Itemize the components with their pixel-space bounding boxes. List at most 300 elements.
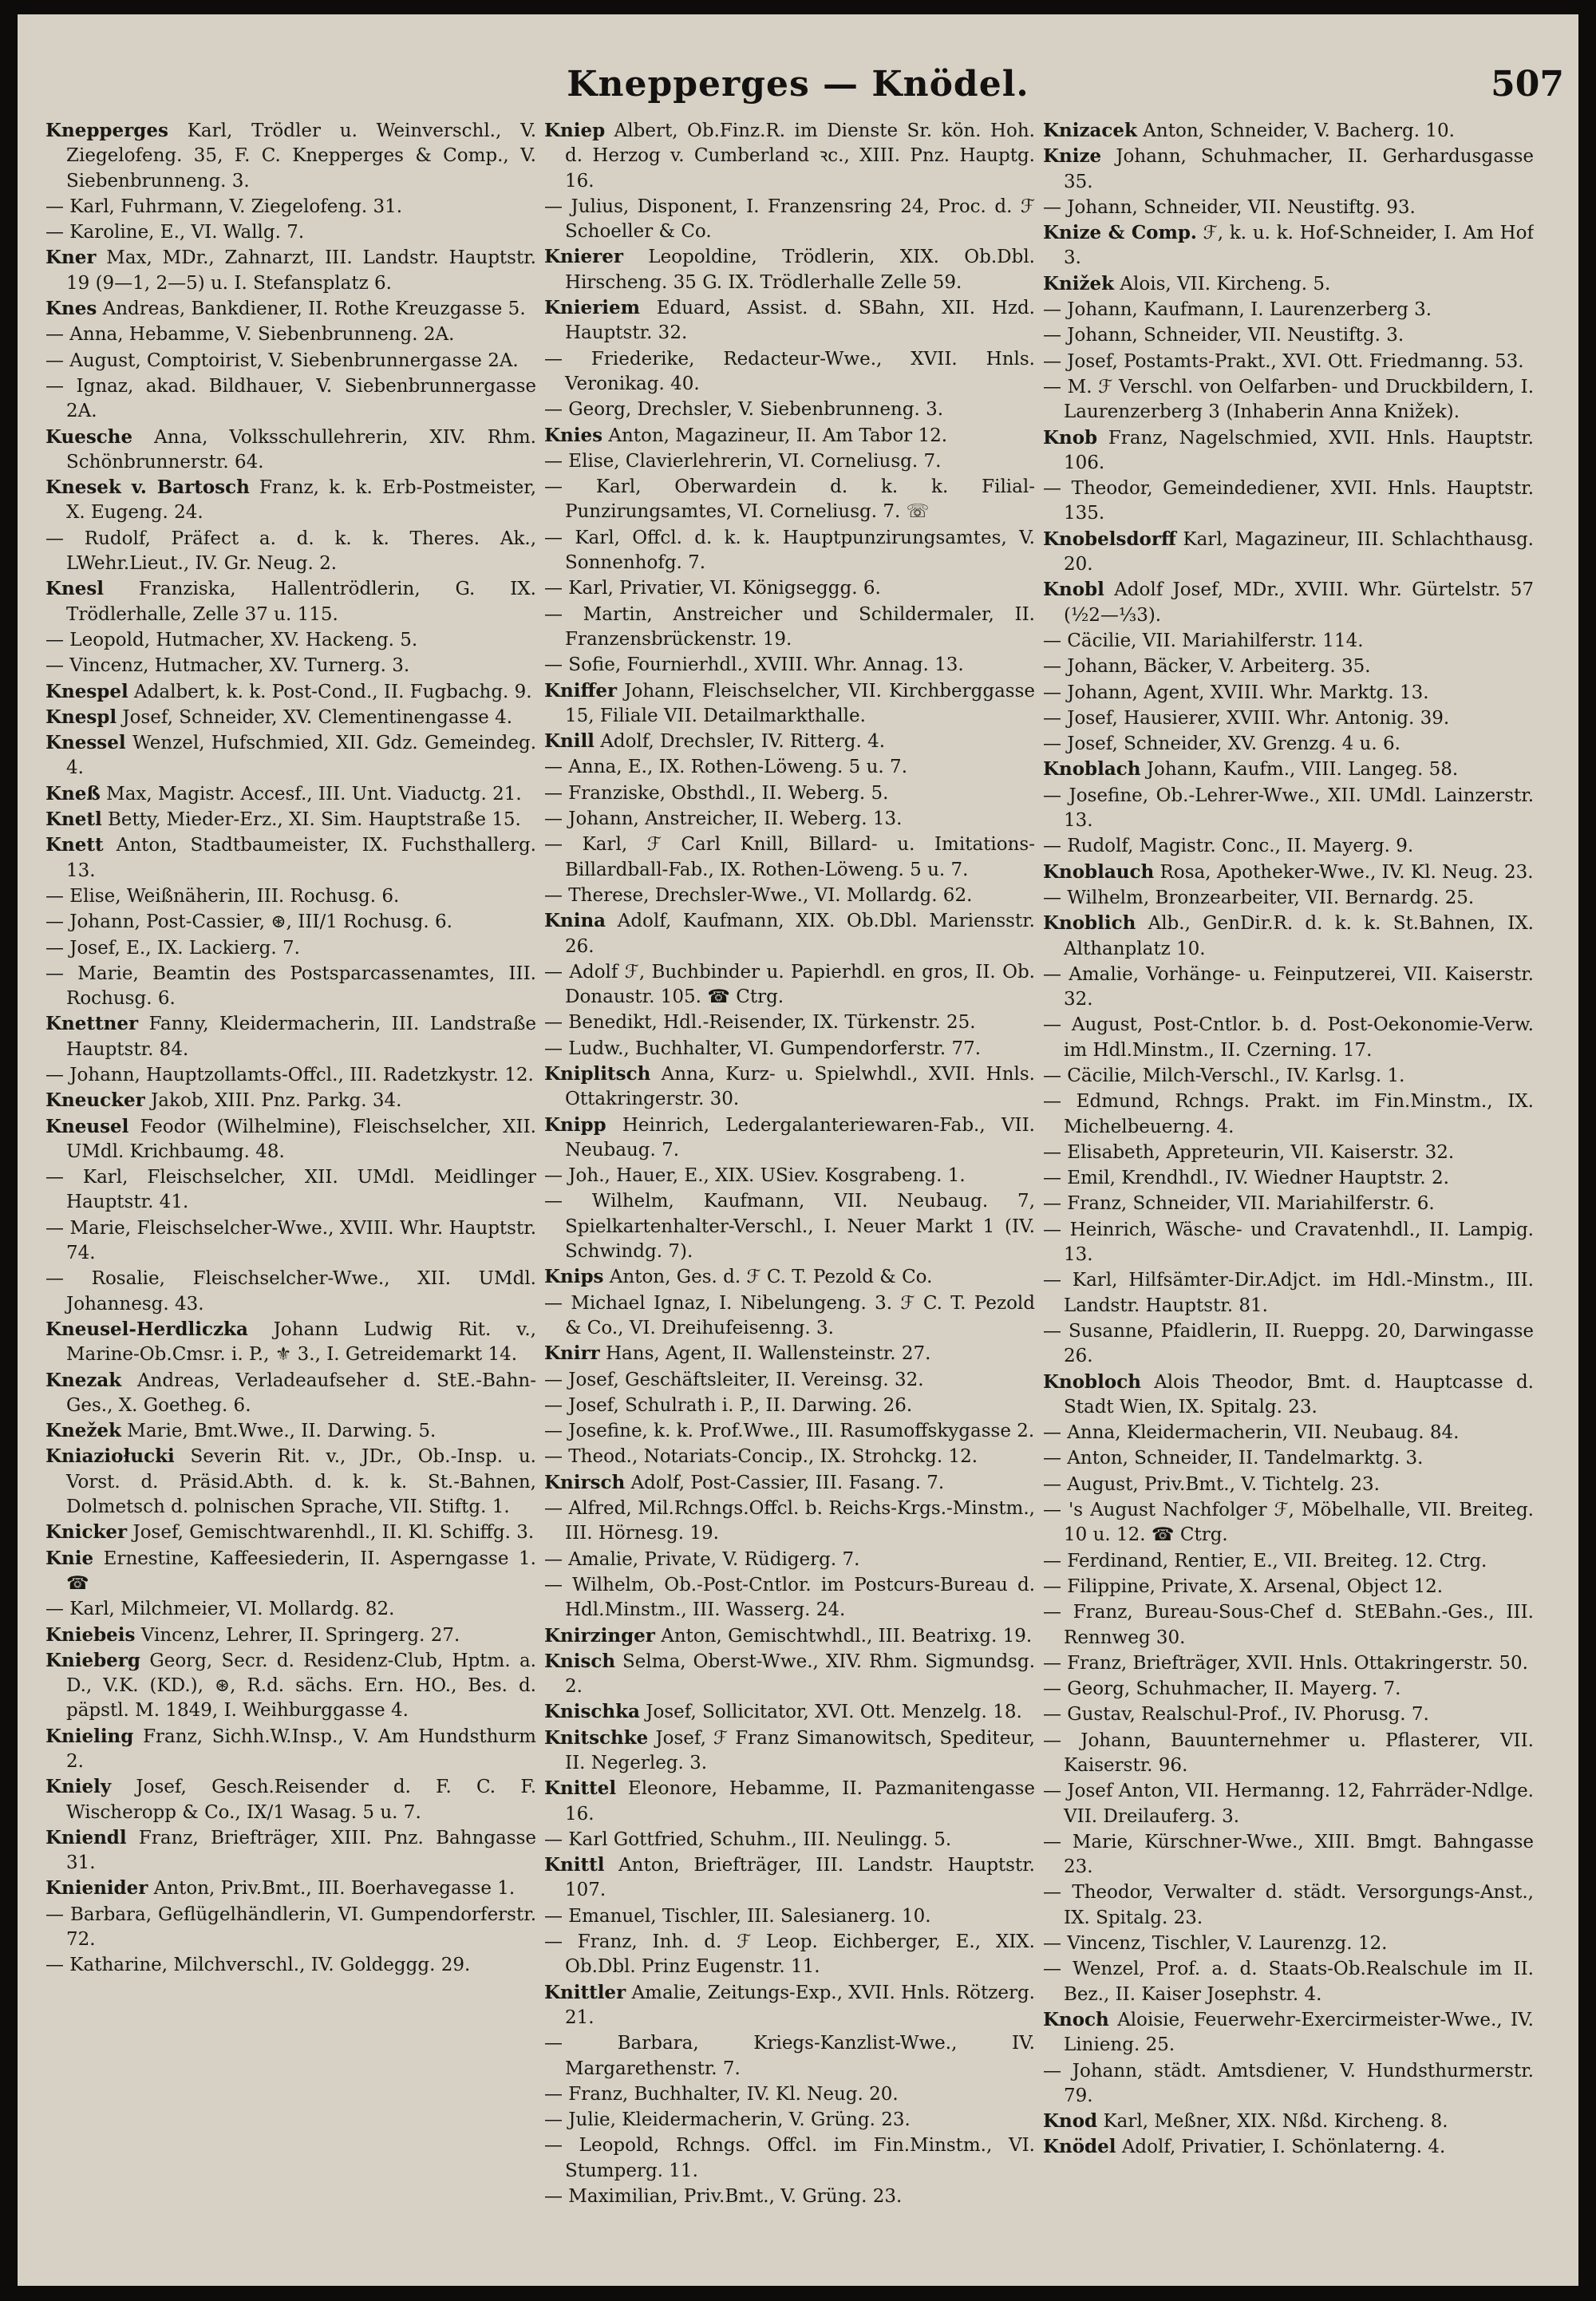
- entry-details: Franz, Nagelschmied, XVII. Hnls. Hauptstr. 106.: [1064, 427, 1534, 473]
- entry-details: — Josef, Schneider, XV. Grenzg. 4 u. 6.: [1043, 733, 1400, 755]
- directory-entry: [544, 397, 1035, 422]
- entry-details: — Adolf ℱ, Buchbinder u. Papierhdl. en gros, II. Ob. Donaustr. 105. ☎ Ctrg.: [544, 961, 1035, 1008]
- entry-details: — Cäcilie, VII. Mariahilferstr. 114.: [1043, 630, 1364, 651]
- directory-entry: [544, 1904, 1035, 1929]
- entry-surname: Kneusel: [45, 1115, 129, 1137]
- entry-surname: Knes: [45, 298, 97, 320]
- directory-entry: [544, 806, 1035, 832]
- directory-entry: [45, 1011, 536, 1062]
- entry-surname: Knobloch: [1043, 1370, 1141, 1393]
- entry-details: — August, Post-Cntlor. b. d. Post-Oekonomie-Verw. im Hdl.Minstm., II. Czerning. 17.: [1043, 1014, 1534, 1061]
- entry-surname: Knespel: [45, 680, 128, 702]
- directory-entry: [1043, 271, 1534, 297]
- entry-details: Ernestine, Kaffeesiederin, II. Asperngasse 1. ☎: [66, 1548, 536, 1594]
- entry-details: Adalbert, k. k. Post-Cond., II. Fugbachg. 9.: [128, 681, 532, 702]
- entry-surname: Kniebeis: [45, 1623, 136, 1646]
- entry-surname: Knina: [544, 910, 606, 932]
- directory-entry: [1043, 833, 1534, 859]
- entry-surname: Knoblich: [1043, 912, 1136, 935]
- entry-details: Jakob, XIII. Pnz. Parkg. 34.: [144, 1090, 402, 1112]
- entry-details: Max, MDr., Zahnarzt, III. Landstr. Hauptstr. 19 (9—1, 2—5) u. I. Stefansplatz 6.: [66, 247, 536, 294]
- entry-details: Anton, Ges. d. ℱ C. T. Pezold & Co.: [603, 1267, 933, 1288]
- directory-entry: [45, 296, 536, 322]
- entry-details: Feodor (Wilhelmine), Fleischselcher, XII. UMdl. Krichbaumg. 48.: [66, 1116, 536, 1162]
- entry-details: — Josef, Geschäftsleiter, II. Vereinsg. 32.: [544, 1369, 924, 1390]
- directory-entry: [1043, 322, 1534, 348]
- entry-surname: Knoblach: [1043, 758, 1141, 781]
- entry-details: — Wilhelm, Ob.-Post-Cntlor. im Postcurs-Bureau d. Hdl.Minstm., III. Wasserg. 24.: [544, 1574, 1035, 1621]
- entry-details: ℱ, k. u. k. Hof-Schneider, I. Am Hof 3.: [1064, 223, 1534, 269]
- entry-details: — Ludw., Buchhalter, VI. Gumpendorferstr. 77.: [544, 1038, 982, 1059]
- entry-details: Karl, Trödler u. Weinverschl., V. Ziegelofeng. 35, F. C. Knepperges & Comp., V. Siebenbrunneng. 3.: [66, 121, 536, 192]
- entry-details: — Vincenz, Tischler, V. Laurenzg. 12.: [1043, 1933, 1388, 1955]
- entry-details: — Karoline, E., VI. Wallg. 7.: [45, 222, 305, 243]
- entry-surname: Knežek: [45, 1420, 121, 1442]
- entry-details: — Johann, Post-Cassier, ⊛, III/1 Rochusg. 6.: [45, 911, 452, 933]
- entry-details: Amalie, Zeitungs-Exp., XVII. Hnls. Rötzerg. 21.: [565, 1982, 1035, 2028]
- directory-entry: [1043, 1319, 1534, 1370]
- directory-entry: [1043, 1599, 1534, 1651]
- entry-surname: Knize: [1043, 145, 1102, 168]
- entry-details: — Elisabeth, Appreteurin, VII. Kaiserstr. 32.: [1043, 1141, 1455, 1163]
- directory-entry: [544, 908, 1035, 959]
- entry-surname: Knitschke: [544, 1726, 649, 1749]
- directory-entry: [1043, 911, 1534, 962]
- entry-details: Anna, Kurz- u. Spielwhdl., XVII. Hnls. Ottakringerstr. 30.: [565, 1063, 1035, 1110]
- entry-details: — Elise, Clavierlehrerin, VI. Corneliusg. 7.: [544, 450, 942, 472]
- directory-entry: [45, 1164, 536, 1216]
- entry-details: Adolf, Post-Cassier, III. Fasang. 7.: [625, 1472, 945, 1493]
- entry-details: Josef, Schneider, XV. Clementinengasse 4.: [117, 706, 513, 728]
- directory-entry: [45, 1266, 536, 1317]
- entry-details: — Wenzel, Prof. a. d. Staats-Ob.Realschule im II. Bez., II. Kaiser Josephstr. 4.: [1043, 1959, 1534, 2005]
- entry-details: — Benedikt, Hdl.-Reisender, IX. Türkenstr. 25.: [544, 1012, 976, 1034]
- entry-details: — Ignaz, akad. Bildhauer, V. Siebenbrunnergasse 2A.: [45, 375, 536, 422]
- entry-surname: Knod: [1043, 2110, 1098, 2133]
- entry-surname: Knettner: [45, 1013, 139, 1035]
- directory-entry: [1043, 220, 1534, 271]
- entry-details: — Alfred, Mil.Rchngs.Offcl. b. Reichs-Krgs.-Minstm., III. Hörnesg. 19.: [544, 1498, 1035, 1544]
- directory-entry: [544, 194, 1035, 245]
- directory-entry: [544, 1113, 1035, 1164]
- entry-details: — Elise, Weißnäherin, III. Rochusg. 6.: [45, 885, 400, 907]
- entry-surname: Kniendl: [45, 1826, 127, 1848]
- directory-entry: [1043, 2109, 1534, 2134]
- directory-entry: [1043, 144, 1534, 195]
- entry-surname: Knepperges: [45, 120, 168, 141]
- entry-surname: Knicker: [45, 1521, 128, 1544]
- entry-details: — Therese, Drechsler-Wwe., VI. Mollardg. 62.: [544, 884, 973, 906]
- entry-surname: Kneß: [45, 782, 101, 805]
- directory-entry: [1043, 476, 1534, 527]
- entry-details: Karl, Meßner, XIX. Nßd. Kircheng. 8.: [1097, 2111, 1448, 2133]
- entry-surname: Knierer: [544, 246, 623, 268]
- directory-entry: [45, 807, 536, 832]
- entry-surname: Knize & Comp.: [1043, 222, 1197, 244]
- directory-entry: [45, 1724, 536, 1775]
- entry-details: — Wilhelm, Bronzearbeiter, VII. Bernardg. 25.: [1043, 887, 1475, 908]
- directory-entry: [1043, 1956, 1534, 2007]
- entry-surname: Knittl: [544, 1854, 605, 1876]
- entry-surname: Knödel: [1043, 2136, 1116, 2158]
- directory-entry: [544, 959, 1035, 1010]
- entry-surname: Knessel: [45, 732, 126, 754]
- directory-entry: [45, 935, 536, 961]
- directory-entry: [1043, 2058, 1534, 2109]
- directory-entry: [1043, 1420, 1534, 1445]
- directory-entry: [544, 1572, 1035, 1623]
- entry-surname: Kniep: [544, 120, 606, 141]
- entry-surname: Knieling: [45, 1725, 134, 1747]
- entry-details: — Theodor, Gemeindediener, XVII. Hnls. Hauptstr. 135.: [1043, 478, 1534, 524]
- directory-entry: [45, 832, 536, 884]
- entry-details: — Barbara, Geflügelhändlerin, VI. Gumpendorferstr. 72.: [45, 1904, 536, 1951]
- entry-details: Anna, Volksschullehrerin, XIV. Rhm. Schönbrunnerstr. 64.: [66, 426, 536, 472]
- directory-entry: [1043, 1778, 1534, 1829]
- directory-entry: [544, 2133, 1035, 2184]
- directory-entry: [1043, 1267, 1534, 1319]
- directory-entry: [45, 1648, 536, 1724]
- entry-details: — Vincenz, Hutmacher, XV. Turnerg. 3.: [45, 655, 410, 677]
- entry-details: — Karl, Fuhrmann, V. Ziegelofeng. 31.: [45, 196, 403, 217]
- entry-details: — Rudolf, Magistr. Conc., II. Mayerg. 9.: [1043, 836, 1414, 857]
- directory-entry: [45, 1317, 536, 1368]
- directory-entry: [1043, 628, 1534, 654]
- entry-details: — Josef Anton, VII. Hermanng. 12, Fahrräder-Ndlge. VII. Dreilauferg. 3.: [1043, 1781, 1534, 1827]
- directory-entry: [1043, 1140, 1534, 1165]
- directory-entry: [544, 1699, 1035, 1725]
- entry-details: Anton, Schneider, V. Bacherg. 10.: [1137, 121, 1455, 141]
- entry-surname: Knies: [544, 424, 603, 446]
- entry-details: — Franz, Bureau-Sous-Chef d. StEBahn.-Ges., III. Rennweg 30.: [1043, 1602, 1534, 1648]
- directory-entry: [1043, 1472, 1534, 1497]
- entry-details: — Josefine, Ob.-Lehrer-Wwe., XII. UMdl. Lainzerstr. 13.: [1043, 785, 1534, 832]
- directory-entry: [1043, 860, 1534, 885]
- directory-entry: [45, 1952, 536, 1978]
- directory-entry: [45, 118, 536, 194]
- entry-details: — Johann, Kaufmann, I. Laurenzerberg 3.: [1043, 299, 1432, 321]
- directory-entry: [544, 1444, 1035, 1469]
- directory-entry: [544, 1726, 1035, 1777]
- entry-details: — Rosalie, Fleischselcher-Wwe., XII. UMdl. Johannesg. 43.: [45, 1268, 536, 1315]
- directory-entry: [45, 194, 536, 219]
- directory-entry: [1043, 195, 1534, 220]
- entry-surname: Knirsch: [544, 1471, 626, 1493]
- directory-entry: [45, 1216, 536, 1267]
- entry-details: — Josefine, k. k. Prof.Wwe., III. Rasumoffskygasse 2.: [544, 1421, 1035, 1442]
- directory-entry: [544, 832, 1035, 883]
- entry-details: — Johann, Hauptzollamts-Offcl., III. Radetzkystr. 12.: [45, 1064, 534, 1085]
- directory-entry: [544, 525, 1035, 576]
- directory-entry: [544, 295, 1035, 346]
- entry-surname: Kner: [45, 247, 97, 269]
- directory-entry: [544, 1367, 1035, 1393]
- entry-details: Adolf, Drechsler, IV. Ritterg. 4.: [594, 731, 886, 753]
- entry-surname: Knob: [1043, 426, 1098, 449]
- entry-details: Karl, Magazineur, III. Schlachthausg. 20.: [1064, 528, 1534, 575]
- entry-details: Albert, Ob.Finz.R. im Dienste Sr. kön. Hoh. d. Herzog v. Cumberland ꝛc., XIII. Pnz. Hauptg. 16.: [565, 121, 1035, 192]
- entry-details: Johann Ludwig Rit. v., Marine-Ob.Cmsr. i. P., ⚜ 3., I. Getreidemarkt 14.: [66, 1319, 536, 1366]
- entry-surname: Kuesche: [45, 425, 133, 448]
- directory-entry: [45, 1596, 536, 1622]
- directory-entry: [1043, 1931, 1534, 1956]
- entry-details: Selma, Oberst-Wwe., XIV. Rhm. Sigmundsg. 2.: [565, 1651, 1035, 1698]
- directory-entry: [45, 781, 536, 807]
- directory-entry: [45, 909, 536, 935]
- entry-details: — Johann, Agent, XVIII. Whr. Marktg. 13.: [1043, 682, 1429, 703]
- entry-details: Leopoldine, Trödlerin, XIX. Ob.Dbl. Hirscheng. 35 G. IX. Trödlerhalle Zelle 59.: [565, 247, 1035, 293]
- directory-entry: [45, 1623, 536, 1648]
- column-2: [544, 118, 1035, 2273]
- directory-entry: [45, 1520, 536, 1545]
- directory-entry: [544, 1980, 1035, 2031]
- directory-entry: [1043, 680, 1534, 706]
- entry-surname: Knisch: [544, 1650, 616, 1672]
- directory-entry: [544, 118, 1035, 194]
- entry-details: — Anton, Schneider, II. Tandelmarktg. 3.: [1043, 1448, 1424, 1469]
- page-number: 507: [1491, 64, 1564, 105]
- entry-details: — Theodor, Verwalter d. städt. Versorgungs-Anst., IX. Spitalg. 23.: [1043, 1882, 1534, 1928]
- directory-entry: [45, 1368, 536, 1419]
- directory-entry: [544, 1649, 1035, 1700]
- entry-details: — Edmund, Rchngs. Prakt. im Fin.Minstm., IX. Michelbeuerng. 4.: [1043, 1091, 1534, 1137]
- entry-surname: Kniaziołucki: [45, 1445, 175, 1468]
- entry-details: — Michael Ignaz, I. Nibelungeng. 3. ℱ C. T. Pezold & Co., VI. Dreihufeisenng. 3.: [544, 1292, 1035, 1338]
- entry-details: — 's August Nachfolger ℱ, Möbelhalle, VII. Breiteg. 10 u. 12. ☎ Ctrg.: [1043, 1500, 1534, 1546]
- entry-details: — Marie, Beamtin des Postsparcassenamtes, III. Rochusg. 6.: [45, 963, 536, 1010]
- entry-details: Franz, k. k. Erb-Postmeister, X. Eugeng. 24.: [66, 477, 536, 524]
- directory-entry: [45, 425, 536, 476]
- directory-entry: [1043, 1217, 1534, 1268]
- entry-details: Josef, Gemischtwarenhdl., II. Kl. Schiffg. 3.: [127, 1522, 535, 1544]
- directory-entry: [1043, 1165, 1534, 1191]
- directory-entry: [45, 576, 536, 627]
- entry-details: — Heinrich, Wäsche- und Cravatenhdl., II. Lampig. 13.: [1043, 1219, 1534, 1266]
- entry-details: Alois, VII. Kircheng. 5.: [1114, 273, 1331, 295]
- entry-details: Adolf Josef, MDr., XVIII. Whr. Gürtelstr. 57 (½2—⅓3).: [1064, 579, 1534, 626]
- entry-details: — Marie, Fleischselcher-Wwe., XVIII. Whr. Hauptstr. 74.: [45, 1217, 536, 1264]
- entry-details: Heinrich, Ledergalanteriewaren-Fab., VII. Neubaug. 7.: [565, 1114, 1035, 1160]
- entry-details: — August, Priv.Bmt., V. Tichtelg. 23.: [1043, 1473, 1380, 1495]
- entry-details: Georg, Secr. d. Residenz-Club, Hptm. a. D., V.K. (KD.), ⊛, R.d. sächs. Ern. HO., Bes. d. päpstl. M. 1849, I. Weihburggasse 4.: [66, 1650, 536, 1722]
- entry-surname: Knespl: [45, 706, 117, 728]
- directory-entry: [544, 1062, 1035, 1113]
- directory-entry: [1043, 2134, 1534, 2160]
- entry-details: — Marie, Kürschner-Wwe., XIII. Bmgt. Bahngasse 23.: [1043, 1831, 1534, 1878]
- entry-surname: Kniely: [45, 1776, 112, 1798]
- entry-details: — Sofie, Fournierhdl., XVIII. Whr. Annag. 13.: [544, 654, 964, 676]
- entry-details: Franziska, Hallentrödlerin, G. IX. Trödlerhalle, Zelle 37 u. 115.: [66, 579, 536, 625]
- entry-details: — Emil, Krendhdl., IV. Wiedner Hauptstr. 2.: [1043, 1168, 1449, 1189]
- entry-details: — Georg, Drechsler, V. Siebenbrunneng. 3.: [544, 399, 944, 421]
- directory-entry: [544, 1852, 1035, 1904]
- directory-entry: [544, 474, 1035, 525]
- entry-surname: Knips: [544, 1266, 604, 1288]
- entry-surname: Knoch: [1043, 2008, 1109, 2030]
- directory-entry: [1043, 1702, 1534, 1727]
- entry-details: — Julius, Disponent, I. Franzensring 24, Proc. d. ℱ Schoeller & Co.: [544, 196, 1035, 243]
- entry-surname: Knill: [544, 730, 595, 753]
- entry-details: — Barbara, Kriegs-Kanzlist-Wwe., IV. Margarethenstr. 7.: [544, 2033, 1035, 2079]
- entry-details: — Josef, Hausierer, XVIII. Whr. Antonig. 39.: [1043, 707, 1450, 729]
- entry-surname: Knesl: [45, 578, 105, 600]
- directory-entry: [544, 2107, 1035, 2133]
- entry-details: — Cäcilie, Milch-Verschl., IV. Karlsg. 1.: [1043, 1065, 1405, 1086]
- directory-entry: [544, 729, 1035, 754]
- directory-entry: [1043, 731, 1534, 757]
- directory-entry: [45, 1062, 536, 1088]
- directory-entry: [544, 754, 1035, 780]
- directory-entry: [1043, 1548, 1534, 1574]
- directory-entry: [1043, 1728, 1534, 1779]
- directory-entry: [1043, 1651, 1534, 1676]
- entry-surname: Knittler: [544, 1981, 626, 2003]
- entry-details: Marie, Bmt.Wwe., II. Darwing. 5.: [120, 1421, 437, 1442]
- entry-details: Aloisie, Feuerwehr-Exercirmeister-Wwe., IV. Linieng. 25.: [1064, 2009, 1534, 2056]
- entry-details: — Johann, Bäcker, V. Arbeiterg. 35.: [1043, 656, 1371, 678]
- directory-entry: [1043, 297, 1534, 322]
- entry-details: Josef, Gesch.Reisender d. F. C. F. Wischeropp & Co., IX/1 Wasag. 5 u. 7.: [66, 1777, 536, 1823]
- entry-details: Betty, Mieder-Erz., XI. Sim. Hauptstraße 15.: [101, 809, 521, 831]
- entry-details: — Anna, Kleidermacherin, VII. Neubaug. 84.: [1043, 1422, 1460, 1444]
- entry-details: Johann, Fleischselcher, VII. Kirchberggasse 15, Filiale VII. Detailmarkthalle.: [565, 680, 1035, 726]
- entry-details: — Amalie, Private, V. Rüdigerg. 7.: [544, 1548, 860, 1570]
- entry-details: — Franz, Inh. d. ℱ Leop. Eichberger, E., XIX. Ob.Dbl. Prinz Eugenstr. 11.: [544, 1931, 1035, 1978]
- directory-entry: [45, 322, 536, 347]
- entry-details: — Karl, Privatier, VI. Königseggg. 6.: [544, 578, 881, 599]
- entry-details: — Josef, E., IX. Lackierg. 7.: [45, 937, 300, 959]
- page-header: [18, 64, 1578, 120]
- directory-entry: [1043, 425, 1534, 476]
- entry-details: — Karl, Hilfsämter-Dir.Adjct. im Hdl.-Minstm., III. Landstr. Hauptstr. 81.: [1043, 1270, 1534, 1316]
- directory-entry: [45, 730, 536, 781]
- directory-entry: [45, 374, 536, 425]
- entry-surname: Knesek v. Bartosch: [45, 476, 250, 499]
- entry-surname: Knižek: [1043, 272, 1115, 295]
- directory-entry: [45, 1902, 536, 1953]
- entry-details: — Ferdinand, Rentier, E., VII. Breiteg. 12. Ctrg.: [1043, 1550, 1487, 1572]
- entry-surname: Knie: [45, 1547, 94, 1569]
- directory-entry: [1043, 2007, 1534, 2058]
- directory-entry: [45, 1546, 536, 1597]
- entry-details: Eleonore, Hebamme, II. Pazmanitengasse 16.: [565, 1778, 1035, 1825]
- entry-details: Wenzel, Hufschmied, XII. Gdz. Gemeindeg. 4.: [66, 733, 536, 779]
- entry-details: — Georg, Schuhmacher, II. Mayerg. 7.: [1043, 1678, 1401, 1700]
- entry-details: — Karl, ℱ Carl Knill, Billard- u. Imitations-Billardball-Fab., IX. Rothen-Löweng. 5 u. 7.: [544, 834, 1035, 880]
- directory-entry: [45, 705, 536, 730]
- directory-entry: [544, 1188, 1035, 1264]
- directory-entry: [544, 244, 1035, 295]
- entry-details: — Karl, Offcl. d. k. k. Hauptpunzirungsamtes, V. Sonnenhofg. 7.: [544, 527, 1035, 574]
- directory-entry: [1043, 349, 1534, 374]
- entry-details: Anton, Magazineur, II. Am Tabor 12.: [602, 425, 948, 446]
- entry-details: — Johann, städt. Amtsdiener, V. Hundsthurmerstr. 79.: [1043, 2060, 1534, 2106]
- entry-surname: Knoblauch: [1043, 860, 1155, 883]
- entry-details: — Franziske, Obsthdl., II. Weberg. 5.: [544, 782, 889, 804]
- entry-details: — Friederike, Redacteur-Wwe., XVII. Hnls. Veronikag. 40.: [544, 348, 1035, 394]
- entry-surname: Knett: [45, 834, 104, 856]
- directory-entry: [1043, 1012, 1534, 1063]
- directory-entry: [544, 1291, 1035, 1342]
- entry-details: — Johann, Schneider, VII. Neustiftg. 3.: [1043, 325, 1404, 346]
- entry-details: — Filippine, Private, X. Arsenal, Object 12.: [1043, 1576, 1444, 1597]
- directory-entry: [544, 883, 1035, 908]
- entry-details: — Rudolf, Präfect a. d. k. k. Theres. Ak., LWehr.Lieut., IV. Gr. Neug. 2.: [45, 528, 536, 575]
- directory-entry: [544, 1827, 1035, 1852]
- directory-entry: [544, 423, 1035, 449]
- directory-entry: [1043, 374, 1534, 425]
- entry-details: — Martin, Anstreicher und Schildermaler, II. Franzensbrückenstr. 19.: [544, 603, 1035, 650]
- directory-entry: [1043, 962, 1534, 1013]
- entry-details: — M. ℱ Verschl. von Oelfarben- und Druckbildern, I. Laurenzerberg 3 (Inhaberin Anna Knižek).: [1043, 376, 1534, 423]
- directory-entry: [544, 1010, 1035, 1035]
- entry-details: — Karl, Milchmeier, VI. Mollardg. 82.: [45, 1599, 395, 1620]
- entry-surname: Knirzinger: [544, 1624, 655, 1647]
- directory-entry: [544, 2030, 1035, 2082]
- entry-details: — Amalie, Vorhänge- u. Feinputzerei, VII. Kaiserstr. 32.: [1043, 963, 1534, 1010]
- entry-details: Max, Magistr. Accesf., III. Unt. Viaductg. 21.: [100, 783, 522, 805]
- directory-entry: [544, 678, 1035, 729]
- directory-entry: [544, 1163, 1035, 1188]
- entry-details: — Karl, Oberwardein d. k. k. Filial-Punzirungsamtes, VI. Corneliusg. 7. ☏: [544, 476, 1035, 523]
- entry-details: Josef, ℱ Franz Simanowitsch, Spediteur, II. Negerleg. 3.: [565, 1727, 1035, 1773]
- entry-details: Adolf, Kaufmann, XIX. Ob.Dbl. Mariensstr. 26.: [565, 911, 1035, 957]
- entry-details: Anton, Gemischtwhdl., III. Beatrixg. 19.: [654, 1625, 1033, 1647]
- entry-details: — Theod., Notariats-Concip., IX. Strohckg. 12.: [544, 1446, 978, 1468]
- entry-surname: Knirr: [544, 1342, 600, 1365]
- directory-entry: [1043, 577, 1534, 628]
- entry-surname: Knezak: [45, 1369, 122, 1391]
- entry-details: — Karl Gottfried, Schuhm., III. Neulingg. 5.: [544, 1829, 952, 1850]
- entry-details: — Anna, Hebamme, V. Siebenbrunneng. 2A.: [45, 324, 455, 346]
- entry-details: — Josef, Schulrath i. P., II. Darwing. 26.: [544, 1394, 913, 1416]
- directory-entry: [544, 1547, 1035, 1572]
- entry-details: — Karl, Fleischselcher, XII. UMdl. Meidlinger Hauptstr. 41.: [45, 1167, 536, 1213]
- entry-details: — Franz, Briefträger, XVII. Hnls. Ottakringerstr. 50.: [1043, 1652, 1528, 1674]
- entry-surname: Knienider: [45, 1877, 148, 1900]
- directory-entry: [45, 1114, 536, 1165]
- entry-details: Eduard, Assist. d. SBahn, XII. Hzd. Hauptstr. 32.: [565, 298, 1035, 344]
- entry-details: Fanny, Kleidermacherin, III. Landstraße Hauptstr. 84.: [66, 1014, 536, 1060]
- directory-entry: [544, 1623, 1035, 1649]
- entry-details: Franz, Briefträger, XIII. Pnz. Bahngasse 31.: [66, 1827, 536, 1874]
- directory-entry: [45, 526, 536, 577]
- entry-details: — Gustav, Realschul-Prof., IV. Phorusg. 7.: [1043, 1704, 1429, 1726]
- entry-details: — Leopold, Rchngs. Offcl. im Fin.Minstm., VI. Stumperg. 11.: [544, 2135, 1035, 2181]
- entry-details: — Joh., Hauer, E., XIX. USiev. Kosgrabeng. 1.: [544, 1165, 966, 1187]
- entry-details: — Leopold, Hutmacher, XV. Hackeng. 5.: [45, 629, 418, 650]
- entry-surname: Kneusel-Herdliczka: [45, 1318, 248, 1340]
- directory-entry: [544, 1929, 1035, 1980]
- entry-surname: Knetl: [45, 809, 102, 831]
- entry-details: — Franz, Schneider, VII. Mariahilferstr. 6.: [1043, 1193, 1435, 1215]
- entry-details: — Josef, Postamts-Prakt., XVI. Ott. Friedmanng. 53.: [1043, 350, 1524, 372]
- directory-entry: [544, 1776, 1035, 1827]
- entry-details: Severin Rit. v., JDr., Ob.-Insp. u. Vorst. d. Präsid.Abth. d. k. k. St.-Bahnen, Dolmetsch d. polnischen Sprache, VII. Stiftg. 1.: [66, 1446, 536, 1518]
- directory-entry: [544, 1264, 1035, 1290]
- directory-entry: [45, 653, 536, 678]
- directory-entry: [45, 1774, 536, 1825]
- directory-entry: [1043, 527, 1534, 578]
- entry-surname: Knipp: [544, 1113, 606, 1136]
- entry-details: Franz, Sichh.W.Insp., V. Am Hundsthurm 2.: [66, 1726, 536, 1772]
- entry-details: Alb., GenDir.R. d. k. k. St.Bahnen, IX. Althanplatz 10.: [1064, 913, 1534, 959]
- directory-entry: [45, 1876, 536, 1901]
- entry-details: — Susanne, Pfaidlerin, II. Rueppg. 20, Darwingasse 26.: [1043, 1320, 1534, 1367]
- entry-details: Alois Theodor, Bmt. d. Hauptcasse d. Stadt Wien, IX. Spitalg. 23.: [1064, 1371, 1534, 1417]
- directory-entry: [1043, 1445, 1534, 1471]
- directory-entry: [544, 1418, 1035, 1444]
